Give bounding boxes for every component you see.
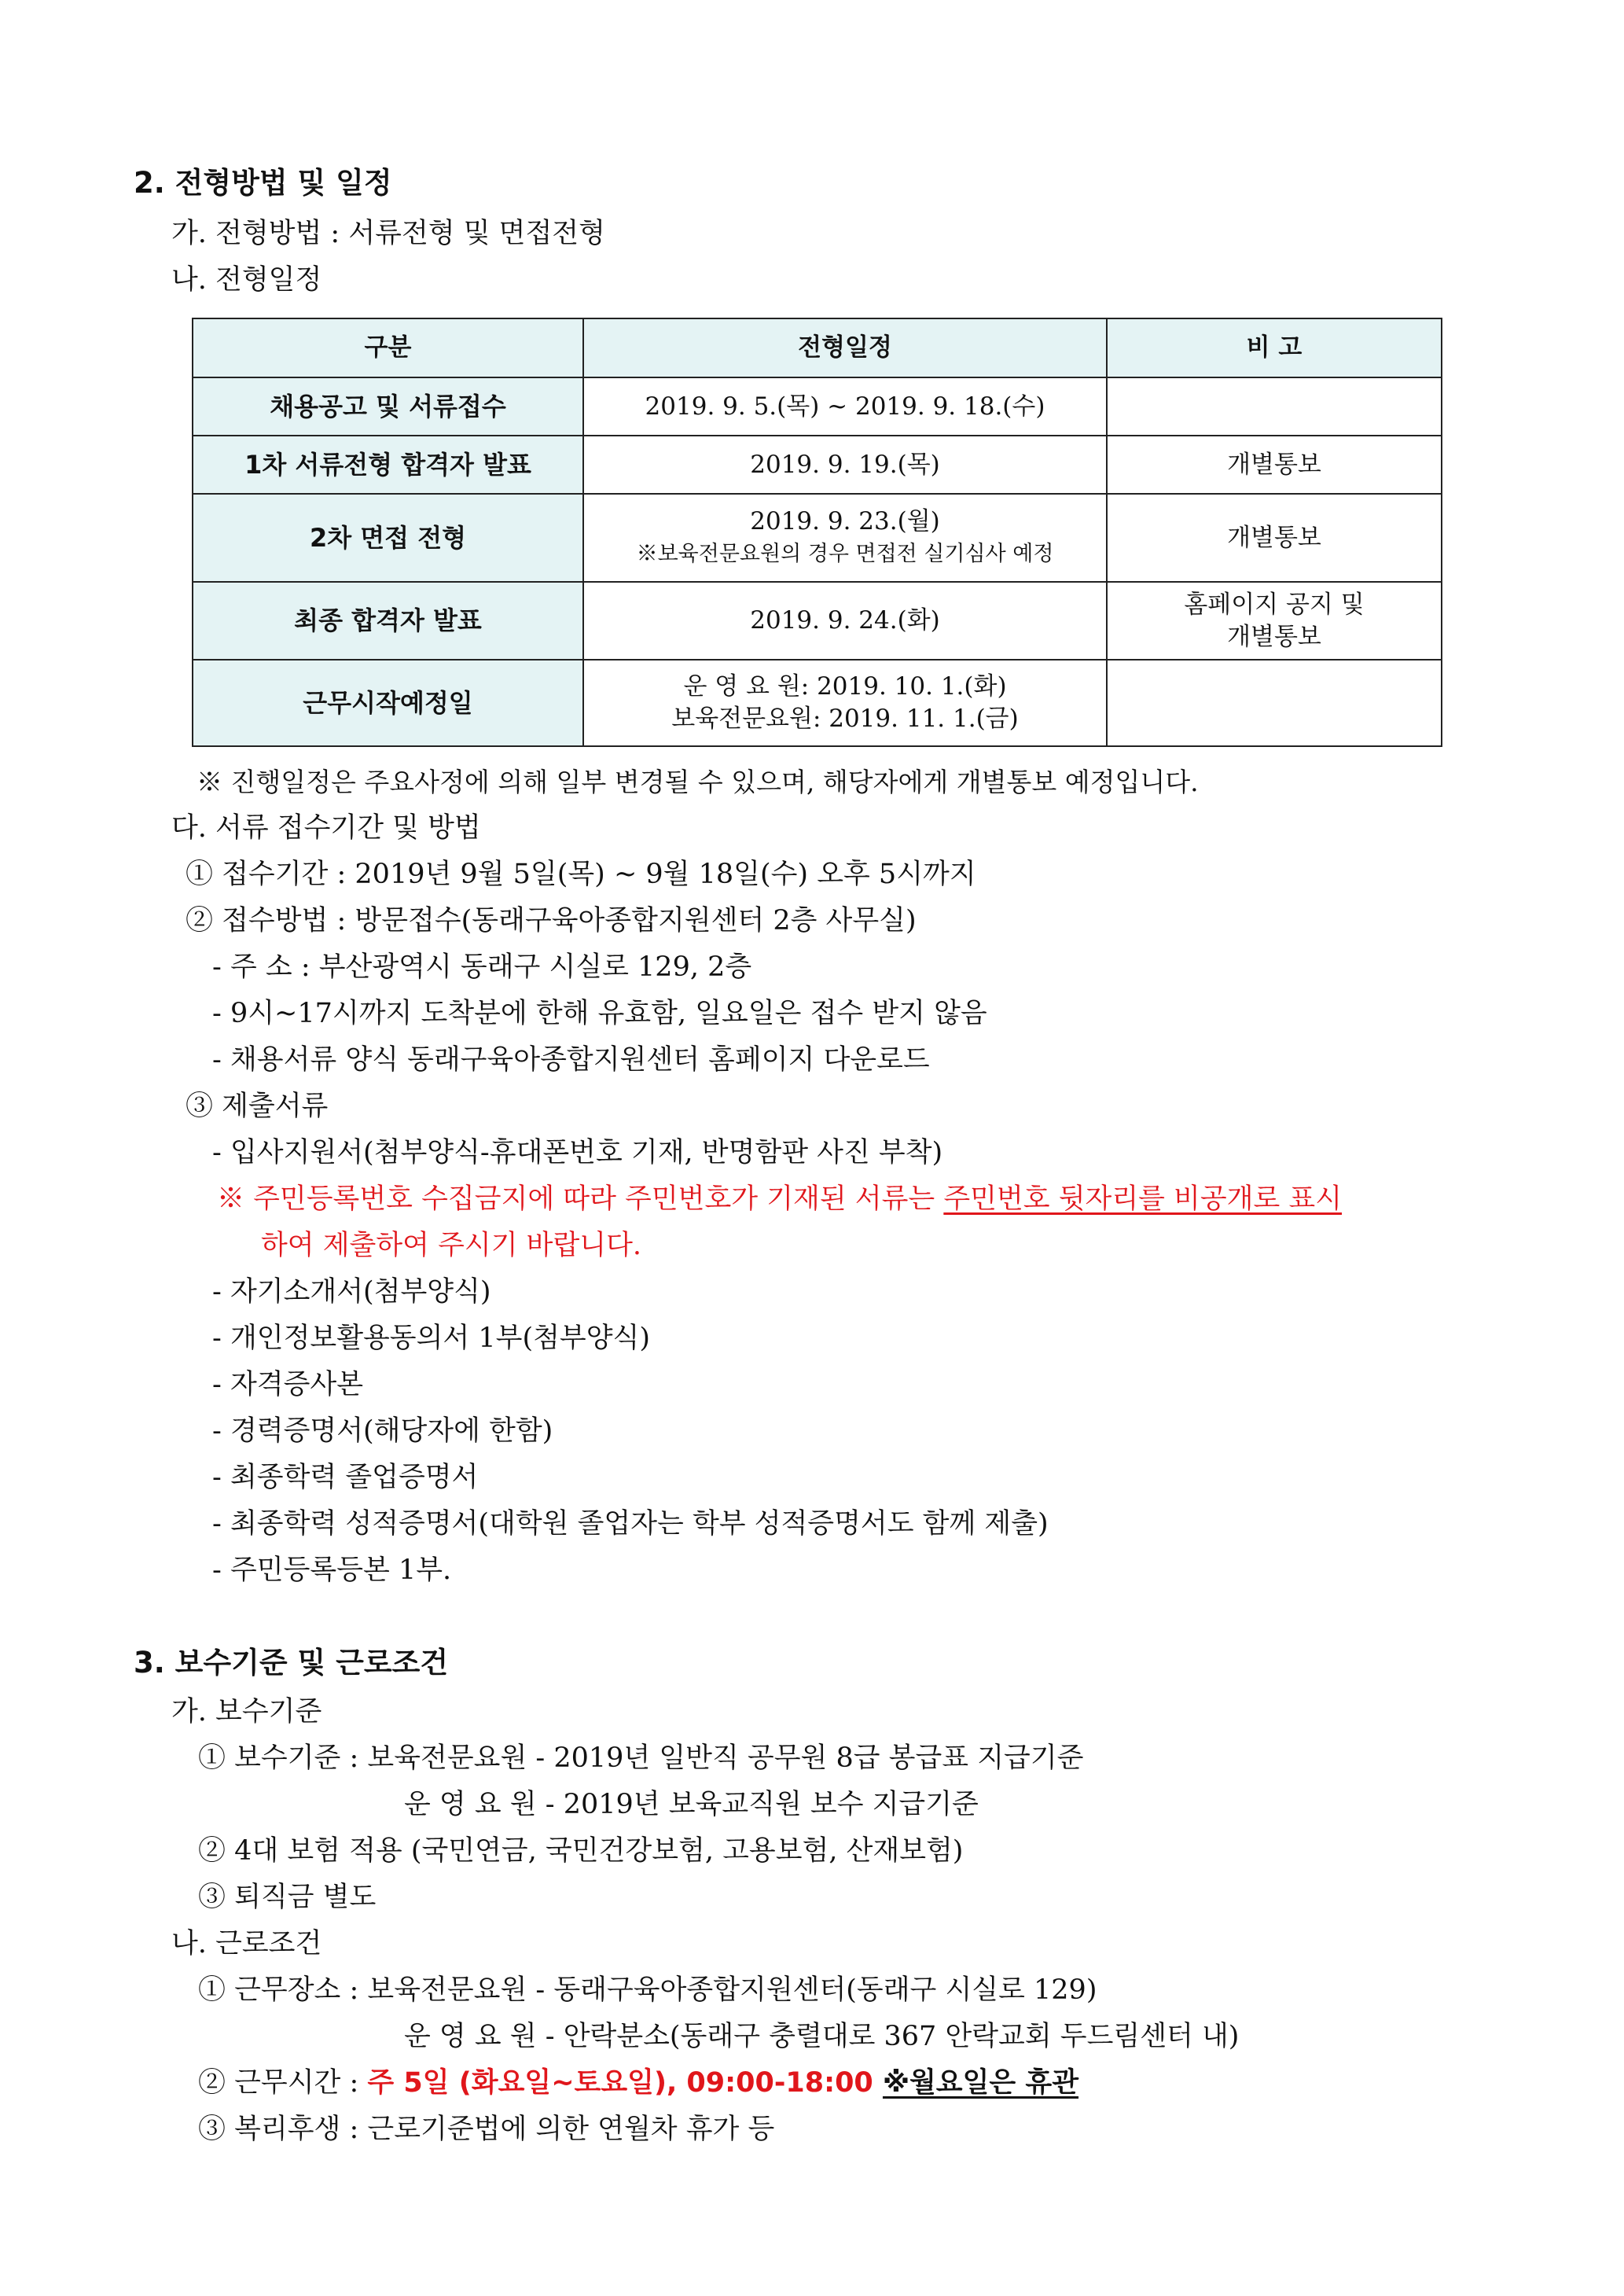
welfare: ③ 복리후생 : 근로기준법에 의한 연월차 휴가 등	[198, 2114, 775, 2145]
document-item: - 최종학력 졸업증명서	[212, 1462, 479, 1493]
pay-heading: 가. 보수기준	[171, 1696, 322, 1728]
submission-hours: - 9시~17시까지 도착분에 한해 유효함, 일요일은 접수 받지 않음	[212, 998, 987, 1029]
date-line: 2019. 9. 23.(월)	[750, 507, 940, 535]
section-2-title: 2. 전형방법 및 일정	[134, 166, 392, 200]
document-item: - 주민등록등본 1부.	[212, 1555, 452, 1586]
document-item: - 입사지원서(첨부양식-휴대폰번호 기재, 반명함판 사진 부착)	[212, 1137, 943, 1168]
row-note	[1107, 660, 1442, 746]
pay-standard-cont: 운 영 요 원 - 2019년 보육교직원 보수 지급기준	[404, 1789, 979, 1820]
closed-day-note: ※월요일은 휴관	[882, 2067, 1079, 2099]
privacy-warning-cont: 하여 제출하여 주시기 바랍니다.	[261, 1230, 642, 1261]
row-date	[583, 377, 1107, 436]
row-date	[583, 582, 1107, 660]
date-line: 보육전문요원: 2019. 11. 1.(금)	[671, 705, 1019, 733]
note-line: 개별통보	[1227, 523, 1321, 552]
table-header-row	[193, 318, 1442, 377]
table-row	[193, 494, 1442, 582]
conditions-heading: 나. 근로조건	[171, 1928, 322, 1959]
document-item: - 자격증사본	[212, 1369, 364, 1400]
date-line: 2019. 9. 5.(목) ~ 2019. 9. 18.(수)	[645, 392, 1045, 421]
document-item: - 최종학력 성적증명서(대학원 졸업자는 학부 성적증명서도 함께 제출)	[212, 1508, 1049, 1540]
row-label: 최종 합격자 발표	[193, 582, 583, 660]
pay-standard: ① 보수기준 : 보육전문요원 - 2019년 일반직 공무원 8급 봉급표 지급기준	[198, 1742, 1084, 1774]
submission-period: ① 접수기간 : 2019년 9월 5일(목) ~ 9월 18일(수) 오후 5시까지	[186, 859, 976, 890]
date-line: 2019. 9. 24.(화)	[750, 606, 940, 635]
warning-text: ※ 주민등록번호 수집금지에 따라 주민번호가 기재된 서류는	[217, 1183, 944, 1215]
schedule-note: ※ 진행일정은 주요사정에 의해 일부 변경될 수 있으며, 해당자에게 개별통보 예정입니다.	[197, 767, 1199, 797]
row-date	[583, 494, 1107, 582]
submission-address: - 주 소 : 부산광역시 동래구 시실로 129, 2층	[212, 951, 752, 983]
submission-download: - 채용서류 양식 동래구육아종합지원센터 홈페이지 다운로드	[212, 1044, 930, 1076]
table-row	[193, 436, 1442, 494]
work-place: ① 근무장소 : 보육전문요원 - 동래구육아종합지원센터(동래구 시실로 129)	[198, 1974, 1097, 2006]
date-line: 2019. 9. 19.(목)	[750, 450, 940, 479]
schedule-table	[192, 318, 1442, 747]
note-line: 개별통보	[1227, 622, 1321, 651]
row-label: 근무시작예정일	[193, 660, 583, 746]
row-note	[1107, 377, 1442, 436]
submission-method: ② 접수방법 : 방문접수(동래구육아종합지원센터 2층 사무실)	[186, 905, 917, 936]
row-date	[583, 660, 1107, 746]
work-hours-value: 주 5일 (화요일~토요일), 09:00-18:00	[367, 2067, 883, 2099]
selection-method: 가. 전형방법 : 서류전형 및 면접전형	[171, 218, 605, 249]
header-category: 구분	[193, 318, 583, 377]
document-item: - 경력증명서(해당자에 한함)	[212, 1415, 553, 1447]
row-note	[1107, 582, 1442, 660]
row-label: 2차 면접 전형	[193, 494, 583, 582]
section-3-title: 3. 보수기준 및 근로조건	[134, 1646, 449, 1680]
row-note	[1107, 494, 1442, 582]
severance: ③ 퇴직금 별도	[198, 1882, 377, 1913]
note-line: 개별통보	[1227, 450, 1321, 479]
submission-heading: 다. 서류 접수기간 및 방법	[171, 812, 481, 844]
row-note	[1107, 436, 1442, 494]
insurance: ② 4대 보험 적용 (국민연금, 국민건강보험, 고용보험, 산재보험)	[198, 1835, 964, 1867]
document-item: - 개인정보활용동의서 1부(첨부양식)	[212, 1323, 650, 1354]
table-row	[193, 377, 1442, 436]
date-remark: ※보육전문요원의 경우 면접전 실기심사 예정	[636, 542, 1054, 566]
document-item: - 자기소개서(첨부양식)	[212, 1276, 491, 1308]
work-hours-label: ② 근무시간 :	[198, 2067, 368, 2099]
warning-underlined: 주민번호 뒷자리를 비공개로 표시	[943, 1183, 1343, 1215]
work-hours	[198, 2065, 1078, 2101]
row-label: 1차 서류전형 합격자 발표	[193, 436, 583, 494]
header-schedule: 전형일정	[583, 318, 1107, 377]
row-label: 채용공고 및 서류접수	[193, 377, 583, 436]
date-line: 운 영 요 원: 2019. 10. 1.(화)	[683, 672, 1007, 701]
header-note: 비 고	[1107, 318, 1442, 377]
work-place-cont: 운 영 요 원 - 안락분소(동래구 충렬대로 367 안락교회 두드림센터 내)	[404, 2021, 1240, 2052]
table-row	[193, 660, 1442, 746]
selection-schedule-heading: 나. 전형일정	[171, 264, 322, 296]
privacy-warning	[217, 1181, 1342, 1217]
documents-heading: ③ 제출서류	[186, 1091, 329, 1122]
table-row	[193, 582, 1442, 660]
note-line: 홈페이지 공지 및	[1184, 590, 1365, 619]
row-date	[583, 436, 1107, 494]
